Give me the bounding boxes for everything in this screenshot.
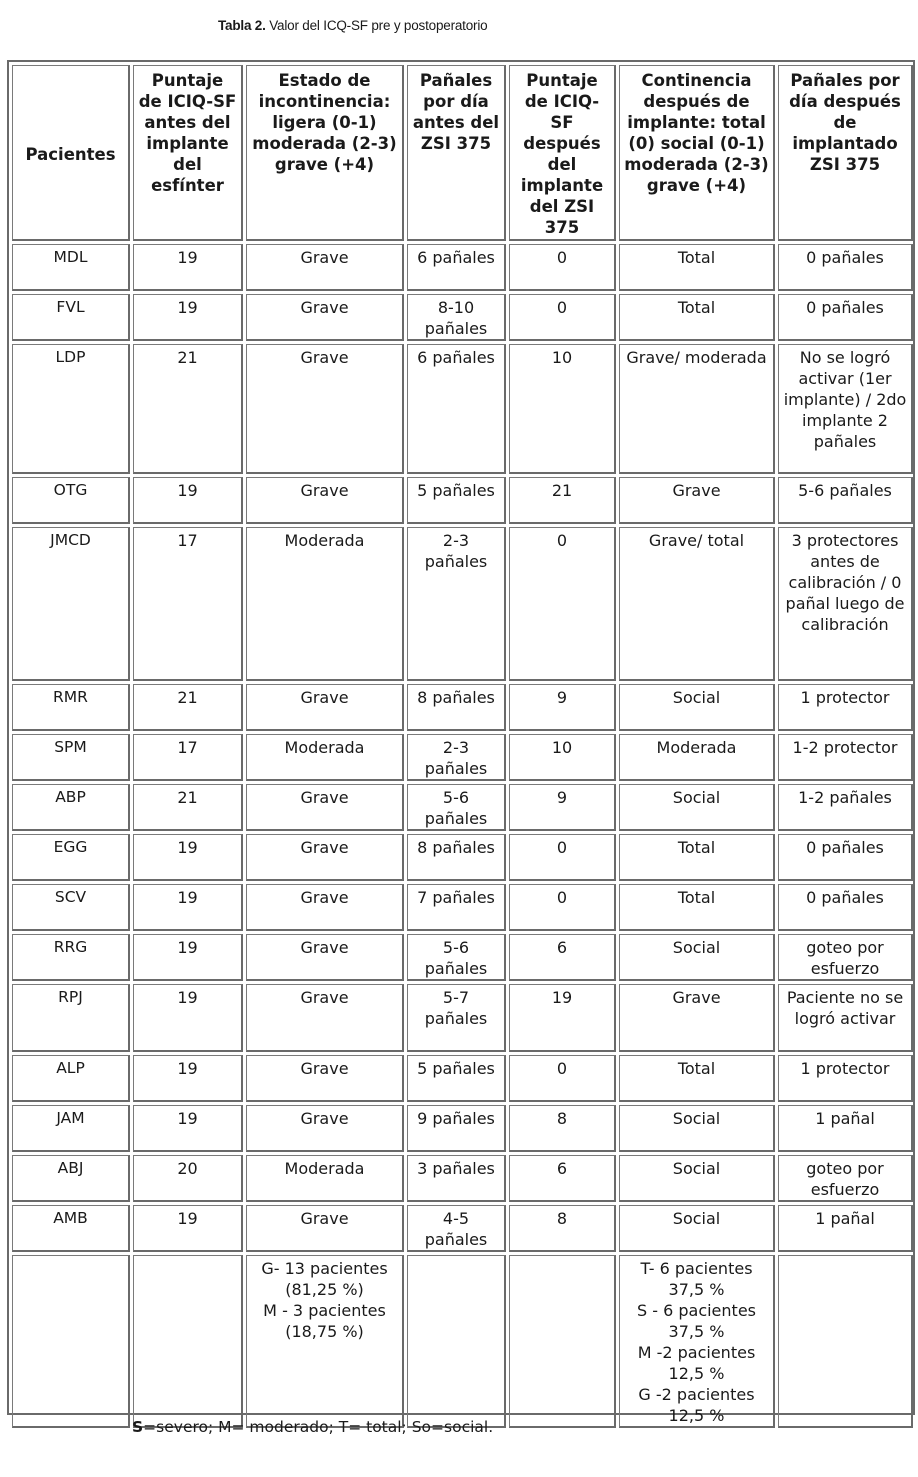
header-pacientes: Pacientes xyxy=(12,65,130,241)
estado-cell: Grave xyxy=(246,784,404,831)
patient-id-cell: LDP xyxy=(12,344,130,474)
header-panales-before: Pañales por día antes del ZSI 375 xyxy=(407,65,506,241)
table-row xyxy=(12,477,913,524)
header-estado: Estado de incontinencia: ligera (0-1) moderada (2-3) grave (+4) xyxy=(246,65,404,241)
icq-after-cell: 0 xyxy=(509,244,616,291)
panales-before-cell: 5-7 pañales xyxy=(407,984,506,1052)
estado-cell: Grave xyxy=(246,984,404,1052)
estado-cell: Grave xyxy=(246,884,404,931)
panales-after-cell: No se logró activar (1er implante) / 2do implante 2 pañales xyxy=(778,344,913,474)
estado-cell: Moderada xyxy=(246,734,404,781)
table-row xyxy=(12,1105,913,1152)
panales-after-cell: 1 pañal xyxy=(778,1105,913,1152)
icq-before-cell: 21 xyxy=(133,344,243,474)
patient-id-cell: JAM xyxy=(12,1105,130,1152)
patient-id-cell: RMR xyxy=(12,684,130,731)
patient-id-cell: SCV xyxy=(12,884,130,931)
patient-id-cell: ABJ xyxy=(12,1155,130,1202)
continencia-cell: Total xyxy=(619,884,775,931)
icq-before-cell: 17 xyxy=(133,734,243,781)
panales-before-cell: 2-3 pañales xyxy=(407,734,506,781)
summary-empty-cell xyxy=(407,1255,506,1428)
table-row xyxy=(12,1155,913,1202)
continencia-cell: Social xyxy=(619,1105,775,1152)
footnote-text: =severo; M= moderado; T= total; So=social. xyxy=(143,1418,494,1436)
panales-before-cell: 5 pañales xyxy=(407,477,506,524)
continencia-cell: Social xyxy=(619,684,775,731)
continencia-cell: Total xyxy=(619,244,775,291)
header-continencia: Continencia después de implante: total (0) social (0-1) moderada (2-3) grave (+4) xyxy=(619,65,775,241)
summary-empty-cell xyxy=(778,1255,913,1428)
patient-id-cell: RPJ xyxy=(12,984,130,1052)
panales-after-cell: goteo por esfuerzo xyxy=(778,934,913,981)
patient-id-cell: ALP xyxy=(12,1055,130,1102)
panales-after-cell: 0 pañales xyxy=(778,294,913,341)
icq-after-cell: 0 xyxy=(509,294,616,341)
footnote xyxy=(132,1418,493,1436)
estado-cell: Grave xyxy=(246,244,404,291)
icq-after-cell: 10 xyxy=(509,734,616,781)
panales-after-cell: 1 protector xyxy=(778,684,913,731)
patient-id-cell: MDL xyxy=(12,244,130,291)
icq-after-cell: 19 xyxy=(509,984,616,1052)
estado-cell: Grave xyxy=(246,684,404,731)
patient-id-cell: RRG xyxy=(12,934,130,981)
continencia-cell: Total xyxy=(619,1055,775,1102)
icq-before-cell: 19 xyxy=(133,294,243,341)
patient-id-cell: OTG xyxy=(12,477,130,524)
panales-before-cell: 4-5 pañales xyxy=(407,1205,506,1252)
panales-before-cell: 6 pañales xyxy=(407,244,506,291)
panales-after-cell: goteo por esfuerzo xyxy=(778,1155,913,1202)
panales-before-cell: 7 pañales xyxy=(407,884,506,931)
table-row xyxy=(12,784,913,831)
icq-after-cell: 9 xyxy=(509,684,616,731)
icq-after-cell: 8 xyxy=(509,1105,616,1152)
summary-empty-cell xyxy=(509,1255,616,1428)
summary-row xyxy=(12,1255,913,1428)
icq-before-cell: 17 xyxy=(133,527,243,681)
summary-empty-cell xyxy=(12,1255,130,1428)
icq-before-cell: 19 xyxy=(133,477,243,524)
panales-before-cell: 5-6 pañales xyxy=(407,934,506,981)
header-panales-after: Pañales por día después de implantado ZSI 375 xyxy=(778,65,913,241)
estado-cell: Grave xyxy=(246,1055,404,1102)
panales-after-cell: Paciente no se logró activar xyxy=(778,984,913,1052)
icq-before-cell: 19 xyxy=(133,984,243,1052)
patient-id-cell: FVL xyxy=(12,294,130,341)
continencia-cell: Social xyxy=(619,784,775,831)
icq-after-cell: 6 xyxy=(509,1155,616,1202)
icq-after-cell: 10 xyxy=(509,344,616,474)
icq-before-cell: 19 xyxy=(133,884,243,931)
icq-before-cell: 19 xyxy=(133,1055,243,1102)
panales-after-cell: 0 pañales xyxy=(778,834,913,881)
table-row xyxy=(12,734,913,781)
estado-cell: Grave xyxy=(246,294,404,341)
icq-after-cell: 21 xyxy=(509,477,616,524)
header-icq-before: Puntaje de ICIQ-SF antes del implante del esfínter xyxy=(133,65,243,241)
continencia-cell: Total xyxy=(619,294,775,341)
icq-after-cell: 8 xyxy=(509,1205,616,1252)
icq-before-cell: 19 xyxy=(133,834,243,881)
footnote-bold: S xyxy=(132,1418,144,1436)
panales-before-cell: 3 pañales xyxy=(407,1155,506,1202)
panales-before-cell: 8-10 pañales xyxy=(407,294,506,341)
table-row xyxy=(12,527,913,681)
caption-text: Valor del ICQ-SF pre y postoperatorio xyxy=(269,18,488,33)
panales-before-cell: 8 pañales xyxy=(407,684,506,731)
continencia-cell: Social xyxy=(619,1155,775,1202)
estado-cell: Grave xyxy=(246,344,404,474)
patient-id-cell: AMB xyxy=(12,1205,130,1252)
patient-id-cell: EGG xyxy=(12,834,130,881)
continencia-cell: Social xyxy=(619,1205,775,1252)
header-row xyxy=(12,65,913,241)
continencia-cell: Grave/ moderada xyxy=(619,344,775,474)
panales-after-cell: 0 pañales xyxy=(778,884,913,931)
icq-after-cell: 9 xyxy=(509,784,616,831)
icq-after-cell: 0 xyxy=(509,527,616,681)
summary-empty-cell xyxy=(133,1255,243,1428)
table-row xyxy=(12,344,913,474)
panales-after-cell: 3 protectores antes de calibración / 0 pañal luego de calibración xyxy=(778,527,913,681)
icq-before-cell: 20 xyxy=(133,1155,243,1202)
panales-after-cell: 0 pañales xyxy=(778,244,913,291)
estado-cell: Grave xyxy=(246,477,404,524)
table-row xyxy=(12,984,913,1052)
panales-before-cell: 8 pañales xyxy=(407,834,506,881)
estado-cell: Grave xyxy=(246,934,404,981)
icq-before-cell: 21 xyxy=(133,784,243,831)
panales-after-cell: 1 pañal xyxy=(778,1205,913,1252)
patient-id-cell: JMCD xyxy=(12,527,130,681)
estado-cell: Moderada xyxy=(246,527,404,681)
icq-after-cell: 0 xyxy=(509,1055,616,1102)
panales-before-cell: 9 pañales xyxy=(407,1105,506,1152)
header-icq-after: Puntaje de ICIQ-SF después del implante del ZSI 375 xyxy=(509,65,616,241)
table-row xyxy=(12,1205,913,1252)
icq-before-cell: 19 xyxy=(133,244,243,291)
table-row xyxy=(12,244,913,291)
continencia-cell: Total xyxy=(619,834,775,881)
estado-cell: Moderada xyxy=(246,1155,404,1202)
icq-after-cell: 0 xyxy=(509,834,616,881)
panales-before-cell: 5-6 pañales xyxy=(407,784,506,831)
table-row xyxy=(12,684,913,731)
table-row xyxy=(12,1055,913,1102)
panales-after-cell: 1-2 pañales xyxy=(778,784,913,831)
continencia-cell: Grave/ total xyxy=(619,527,775,681)
icq-before-cell: 19 xyxy=(133,934,243,981)
panales-before-cell: 2-3 pañales xyxy=(407,527,506,681)
icq-before-cell: 21 xyxy=(133,684,243,731)
panales-before-cell: 6 pañales xyxy=(407,344,506,474)
table-row xyxy=(12,884,913,931)
caption-label: Tabla 2. xyxy=(218,18,266,33)
table-row xyxy=(12,834,913,881)
continencia-cell: Moderada xyxy=(619,734,775,781)
panales-after-cell: 1-2 protector xyxy=(778,734,913,781)
panales-after-cell: 1 protector xyxy=(778,1055,913,1102)
table-row xyxy=(12,934,913,981)
summary-continencia: T- 6 pacientes 37,5 % S - 6 pacientes 37,5 % M -2 pacientes 12,5 % G -2 pacientes 12,5 % xyxy=(619,1255,775,1428)
icq-after-cell: 6 xyxy=(509,934,616,981)
icq-before-cell: 19 xyxy=(133,1205,243,1252)
estado-cell: Grave xyxy=(246,1205,404,1252)
patient-id-cell: ABP xyxy=(12,784,130,831)
table-row xyxy=(12,294,913,341)
panales-after-cell: 5-6 pañales xyxy=(778,477,913,524)
summary-estado: G- 13 pacientes (81,25 %) M - 3 pacientes (18,75 %) xyxy=(246,1255,404,1428)
continencia-cell: Grave xyxy=(619,477,775,524)
table-caption xyxy=(218,18,487,33)
icq-before-cell: 19 xyxy=(133,1105,243,1152)
continencia-cell: Social xyxy=(619,934,775,981)
icq-after-cell: 0 xyxy=(509,884,616,931)
estado-cell: Grave xyxy=(246,1105,404,1152)
patient-id-cell: SPM xyxy=(12,734,130,781)
panales-before-cell: 5 pañales xyxy=(407,1055,506,1102)
continencia-cell: Grave xyxy=(619,984,775,1052)
icq-sf-table xyxy=(9,62,916,1431)
estado-cell: Grave xyxy=(246,834,404,881)
